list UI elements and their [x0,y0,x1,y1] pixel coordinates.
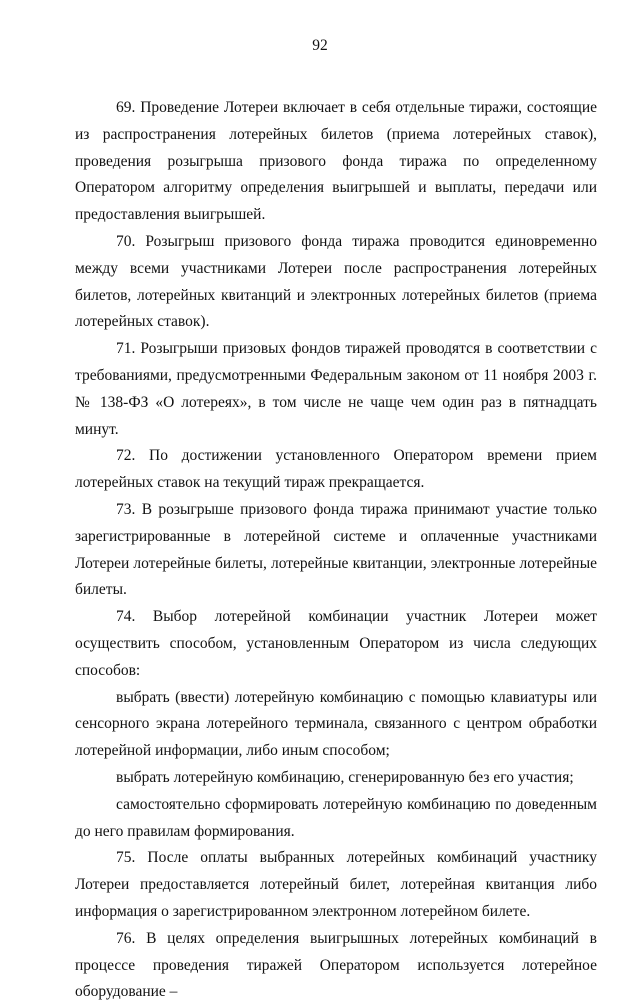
paragraph-75: 75. После оплаты выбранных лотерейных комбинаций участнику Лотереи предоставляется лотерейный билет, лотерейная квитанция либо информация о зарегистрированном электронном лотерейном билете. [75,849,597,920]
paragraph-74: 74. Выбор лотерейной комбинации участник Лотереи может осуществить способом, установленным Оператором из числа следующих способов: [75,608,597,679]
paragraph-69: 69. Проведение Лотереи включает в себя отдельные тиражи, состоящие из распространения лотерейных билетов (приема лотерейных ставок), проведения розыгрыша призового фонда тиража по определенному Оператором алгоритму определения выигрышей и выплаты, передачи или предоставления выигрышей. [75,99,597,224]
paragraph-73: 73. В розыгрыше призового фонда тиража принимают участие только зарегистрированные в лотерейной системе и оплаченные участниками Лотереи лотерейные билеты, лотерейные квитанции, электронные лотерейные билеты. [75,500,597,599]
paragraph-71: 71. Розыгрыши призовых фондов тиражей проводятся в соответствии с требованиями, предусмотренными Федеральным законом от 11 ноября 2003 г. № 138-ФЗ «О лотереях», в том числе не чаще чем один раз в пятнадцать минут. [75,340,597,438]
paragraph-74-option-2: выбрать лотерейную комбинацию, сгенерированную без его участия; [116,768,574,786]
document-body [75,95,597,1006]
paragraph-74-option-3: самостоятельно сформировать лотерейную комбинацию по доведенным до него правилам формирования. [75,795,597,840]
paragraph-76: 76. В целях определения выигрышных лотерейных комбинаций в процессе проведения тиражей Оператором используется лотерейное оборудование – [75,929,597,1001]
paragraph-74-option-1: выбрать (ввести) лотерейную комбинацию с помощью клавиатуры или сенсорного экрана лотерейного терминала, связанного с центром обработки лотерейной информации, либо иным способом; [75,688,597,760]
paragraph-72: 72. По достижении установленного Оператором времени прием лотерейных ставок на текущий тираж прекращается. [75,447,597,492]
page-number: 92 [312,37,328,54]
paragraph-70: 70. Розыгрыш призового фонда тиража проводится единовременно между всеми участниками Лотереи после распространения лотерейных билетов, лотерейных квитанций и электронных лотерейных билетов (приема лотерейных ставок). [75,232,597,331]
